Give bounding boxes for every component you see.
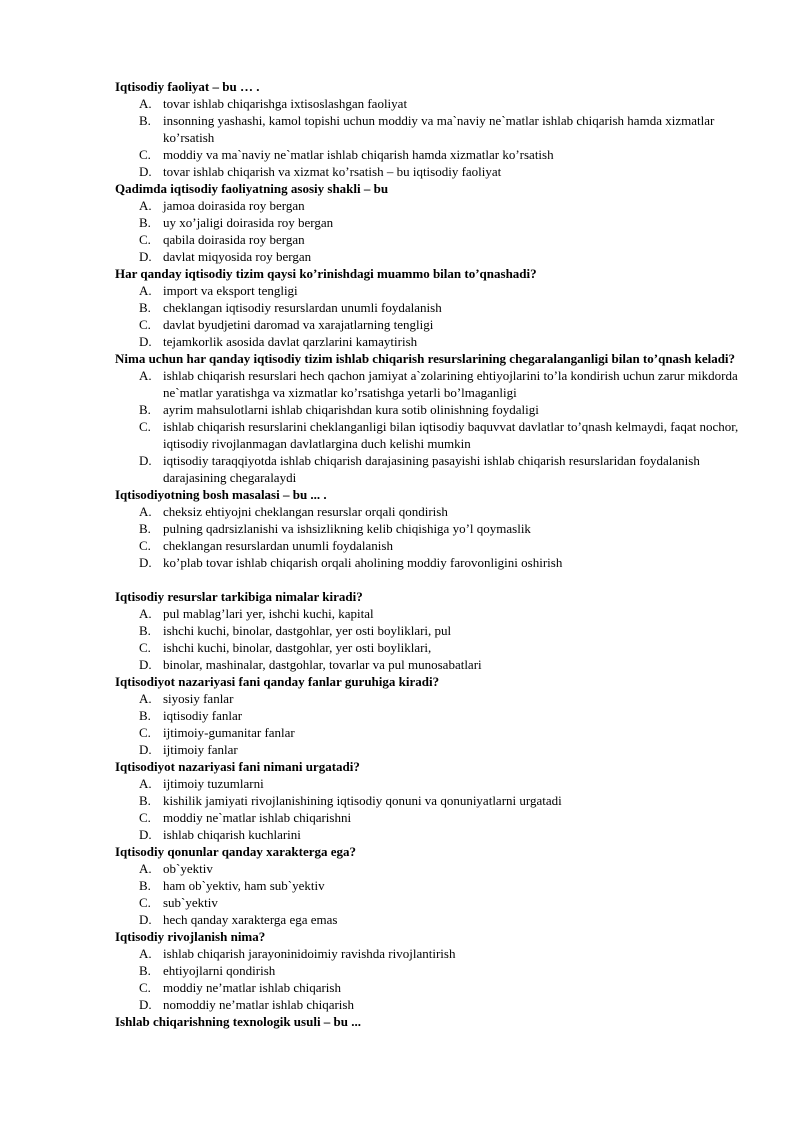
- answer-text: siyosiy fanlar: [163, 691, 234, 706]
- answer-letter: B.: [139, 402, 151, 417]
- answer-option: [115, 656, 755, 673]
- answer-text: ijtimoiy tuzumlarni: [163, 776, 264, 791]
- answer-option: [115, 537, 755, 554]
- answer-letter: A.: [139, 368, 152, 383]
- question-text: Iqtisodiyot nazariyasi fani nimani urgatadi?: [115, 759, 360, 774]
- answer-text: import va eksport tengligi: [163, 283, 298, 298]
- answer-text: ishlab chiqarish jarayoninidoimiy ravishda rivojlantirish: [163, 946, 456, 961]
- answer-text: uy xo’jaligi doirasida roy bergan: [163, 215, 334, 230]
- answer-option: [115, 214, 755, 231]
- answer-letter: A.: [139, 504, 152, 519]
- answer-letter: C.: [139, 895, 151, 910]
- answer-letter: A.: [139, 691, 152, 706]
- answer-option: [115, 826, 755, 843]
- question-block: [115, 843, 755, 928]
- answer-letter: D.: [139, 249, 152, 264]
- answer-letter: C.: [139, 980, 151, 995]
- answer-option: [115, 299, 755, 316]
- answer-list: [115, 860, 755, 928]
- answer-letter: A.: [139, 96, 152, 111]
- answer-option: [115, 316, 755, 333]
- answer-text: ham ob`yektiv, ham sub`yektiv: [163, 878, 325, 893]
- answer-option: [115, 605, 755, 622]
- answer-text: sub`yektiv: [163, 895, 218, 910]
- answer-list: [115, 775, 755, 843]
- answer-letter: D.: [139, 555, 152, 570]
- answer-option: [115, 112, 755, 146]
- answer-text: ishlab chiqarish resurslarini cheklanganligi bilan iqtisodiy baquvvat davlatlar to’qnash kelmaydi, faqat nochor, iqtisodiy rivojlanmagan davlatlargina duch kelishi mumkin: [163, 419, 739, 451]
- answer-option: [115, 231, 755, 248]
- answer-letter: D.: [139, 827, 152, 842]
- answer-text: kishilik jamiyati rivojlanishining iqtisodiy qonuni va qonuniyatlarni urgatadi: [163, 793, 562, 808]
- answer-letter: B.: [139, 623, 151, 638]
- answer-text: tovar ishlab chiqarishga ixtisoslashgan faoliyat: [163, 96, 408, 111]
- answer-list: [115, 282, 755, 350]
- question-text: Iqtisodiy resurslar tarkibiga nimalar kiradi?: [115, 589, 363, 604]
- answer-option: [115, 860, 755, 877]
- question-text: Nima uchun har qanday iqtisodiy tizim ishlab chiqarish resurslarining chegaralanganligi bilan to’qnash keladi?: [115, 351, 736, 366]
- quiz-document: [115, 78, 755, 1030]
- answer-letter: C.: [139, 640, 151, 655]
- answer-option: [115, 401, 755, 418]
- answer-letter: D.: [139, 657, 152, 672]
- answer-text: pul mablag’lari yer, ishchi kuchi, kapital: [163, 606, 374, 621]
- question-text: Iqtisodiyot nazariyasi fani qanday fanlar guruhiga kiradi?: [115, 674, 440, 689]
- question-block: [115, 588, 755, 673]
- answer-text: nomoddiy ne’matlar ishlab chiqarish: [163, 997, 354, 1012]
- answer-option: [115, 333, 755, 350]
- answer-text: ishchi kuchi, binolar, dastgohlar, yer osti boyliklari, pul: [163, 623, 452, 638]
- answer-text: ishlab chiqarish kuchlarini: [163, 827, 301, 842]
- question-block: [115, 1013, 755, 1030]
- answer-letter: A.: [139, 606, 152, 621]
- answer-text: tejamkorlik asosida davlat qarzlarini kamaytirish: [163, 334, 418, 349]
- answer-text: ishlab chiqarish resurslari hech qachon jamiyat a`zolarining ehtiyojlarini to’la kondirish uchun zarur mikdorda ne`matlar yaratishga va xizmatlar ko’rsatishga yetarli bo’lmaganligi: [163, 368, 738, 400]
- question-text: Iqtisodiy rivojlanish nima?: [115, 929, 266, 944]
- answer-letter: C.: [139, 317, 151, 332]
- answer-text: moddiy ne’matlar ishlab chiqarish: [163, 980, 341, 995]
- answer-letter: D.: [139, 742, 152, 757]
- question-block: [115, 928, 755, 1013]
- answer-text: binolar, mashinalar, dastgohlar, tovarlar va pul munosabatlari: [163, 657, 482, 672]
- answer-option: [115, 894, 755, 911]
- question-block: [115, 78, 755, 180]
- answer-option: [115, 962, 755, 979]
- answer-option: [115, 248, 755, 265]
- answer-list: [115, 690, 755, 758]
- question-block: [115, 265, 755, 350]
- answer-text: davlat byudjetini daromad va xarajatlarning tengligi: [163, 317, 434, 332]
- answer-letter: C.: [139, 725, 151, 740]
- answer-list: [115, 605, 755, 673]
- answer-option: [115, 418, 755, 452]
- answer-option: [115, 95, 755, 112]
- answer-option: [115, 741, 755, 758]
- question-block: [115, 486, 755, 588]
- answer-option: [115, 775, 755, 792]
- answer-option: [115, 197, 755, 214]
- answer-option: [115, 945, 755, 962]
- answer-letter: A.: [139, 283, 152, 298]
- answer-text: ob`yektiv: [163, 861, 213, 876]
- question-text: Qadimda iqtisodiy faoliyatning asosiy shakli – bu: [115, 181, 389, 196]
- answer-option: [115, 503, 755, 520]
- question-text: Ishlab chiqarishning texnologik usuli – bu ...: [115, 1014, 362, 1029]
- answer-letter: A.: [139, 198, 152, 213]
- question-block: [115, 673, 755, 758]
- answer-option: [115, 622, 755, 639]
- question-list: [115, 78, 755, 1030]
- answer-letter: C.: [139, 419, 151, 434]
- answer-text: ayrim mahsulotlarni ishlab chiqarishdan kura sotib olinishning foydaligi: [163, 402, 539, 417]
- answer-option: [115, 809, 755, 826]
- answer-option: [115, 792, 755, 809]
- answer-letter: D.: [139, 453, 152, 468]
- answer-text: iqtisodiy fanlar: [163, 708, 243, 723]
- answer-text: moddiy ne`matlar ishlab chiqarishni: [163, 810, 352, 825]
- answer-letter: D.: [139, 912, 152, 927]
- answer-letter: B.: [139, 113, 151, 128]
- answer-text: ko’plab tovar ishlab chiqarish orqali aholining moddiy farovonligini oshirish: [163, 555, 563, 570]
- answer-list: [115, 945, 755, 1013]
- answer-list: [115, 503, 755, 571]
- answer-list: [115, 95, 755, 180]
- answer-letter: A.: [139, 861, 152, 876]
- answer-letter: C.: [139, 810, 151, 825]
- answer-letter: C.: [139, 232, 151, 247]
- answer-option: [115, 690, 755, 707]
- answer-text: ehtiyojlarni qondirish: [163, 963, 276, 978]
- answer-text: ijtimoiy fanlar: [163, 742, 238, 757]
- answer-text: davlat miqyosida roy bergan: [163, 249, 312, 264]
- answer-letter: B.: [139, 793, 151, 808]
- answer-option: [115, 163, 755, 180]
- answer-letter: B.: [139, 878, 151, 893]
- answer-option: [115, 996, 755, 1013]
- answer-letter: A.: [139, 946, 152, 961]
- question-text: Iqtisodiy qonunlar qanday xarakterga ega?: [115, 844, 357, 859]
- answer-option: [115, 911, 755, 928]
- answer-text: jamoa doirasida roy bergan: [163, 198, 305, 213]
- answer-letter: B.: [139, 963, 151, 978]
- answer-text: moddiy va ma`naviy ne`matlar ishlab chiqarish hamda xizmatlar ko’rsatish: [163, 147, 554, 162]
- answer-option: [115, 554, 755, 571]
- answer-option: [115, 707, 755, 724]
- answer-letter: C.: [139, 147, 151, 162]
- answer-option: [115, 146, 755, 163]
- question-block: [115, 180, 755, 265]
- answer-letter: C.: [139, 538, 151, 553]
- answer-letter: B.: [139, 215, 151, 230]
- answer-text: insonning yashashi, kamol topishi uchun moddiy va ma`naviy ne`matlar ishlab chiqarish hamda xizmatlar ko’rsatish: [163, 113, 715, 145]
- answer-text: qabila doirasida roy bergan: [163, 232, 305, 247]
- answer-letter: D.: [139, 164, 152, 179]
- answer-text: hech qanday xarakterga ega emas: [163, 912, 338, 927]
- answer-option: [115, 979, 755, 996]
- answer-list: [115, 197, 755, 265]
- answer-text: cheklangan iqtisodiy resurslardan unumli foydalanish: [163, 300, 442, 315]
- answer-text: cheklangan resurslardan unumli foydalanish: [163, 538, 393, 553]
- answer-letter: B.: [139, 300, 151, 315]
- answer-letter: D.: [139, 997, 152, 1012]
- answer-option: [115, 639, 755, 656]
- answer-text: iqtisodiy taraqqiyotda ishlab chiqarish darajasining pasayishi ishlab chiqarish resurslaridan foydalanish darajasining chegaralaydi: [163, 453, 700, 485]
- answer-option: [115, 520, 755, 537]
- answer-text: pulning qadrsizlanishi va ishsizlikning kelib chiqishiga yo’l qoymaslik: [163, 521, 531, 536]
- question-block: [115, 758, 755, 843]
- answer-letter: A.: [139, 776, 152, 791]
- question-text: Iqtisodiy faoliyat – bu … .: [115, 79, 260, 94]
- answer-letter: B.: [139, 708, 151, 723]
- answer-text: ishchi kuchi, binolar, dastgohlar, yer osti boyliklari,: [163, 640, 432, 655]
- answer-option: [115, 877, 755, 894]
- answer-list: [115, 367, 755, 486]
- blank-line: [115, 571, 755, 588]
- answer-option: [115, 367, 755, 401]
- answer-option: [115, 452, 755, 486]
- question-text: Har qanday iqtisodiy tizim qaysi ko’rinishdagi muammo bilan to’qnashadi?: [115, 266, 537, 281]
- answer-text: cheksiz ehtiyojni cheklangan resurslar orqali qondirish: [163, 504, 448, 519]
- answer-letter: D.: [139, 334, 152, 349]
- answer-text: ijtimoiy-gumanitar fanlar: [163, 725, 295, 740]
- answer-option: [115, 724, 755, 741]
- question-block: [115, 350, 755, 486]
- answer-text: tovar ishlab chiqarish va xizmat ko’rsatish – bu iqtisodiy faoliyat: [163, 164, 502, 179]
- answer-option: [115, 282, 755, 299]
- question-text: Iqtisodiyotning bosh masalasi – bu ... .: [115, 487, 327, 502]
- answer-letter: B.: [139, 521, 151, 536]
